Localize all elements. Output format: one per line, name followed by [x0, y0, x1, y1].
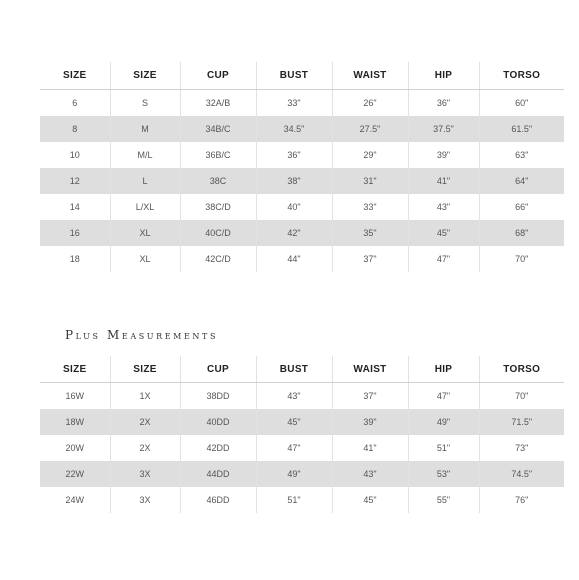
table-cell: 44DD	[180, 461, 256, 487]
table-cell: M	[110, 116, 180, 142]
table-cell: 22W	[40, 461, 110, 487]
table-cell: 34B/C	[180, 116, 256, 142]
table-cell: 6	[72, 98, 78, 108]
table-cell: 63"	[479, 142, 564, 168]
table-cell: 40"	[256, 194, 332, 220]
table-cell: 45"	[408, 220, 479, 246]
table-cell: 33"	[256, 90, 332, 117]
header-size-letter: SIZE	[110, 62, 180, 90]
table-cell: 49"	[256, 461, 332, 487]
table-cell: 35"	[332, 220, 408, 246]
table-row	[40, 168, 564, 194]
table-cell: 70"	[479, 383, 564, 410]
table-cell: 51"	[408, 435, 479, 461]
table-cell: 70"	[479, 246, 564, 272]
table-cell: 49"	[408, 409, 479, 435]
table-cell: XL	[110, 246, 180, 272]
table-cell: 46DD	[180, 487, 256, 513]
table-row	[40, 194, 564, 220]
table-cell: L	[110, 168, 180, 194]
table-cell: 16	[40, 220, 110, 246]
table-cell: 37.5"	[408, 116, 479, 142]
table-cell: 47"	[408, 383, 479, 410]
table-cell: 47"	[256, 435, 332, 461]
table-cell: 41"	[332, 435, 408, 461]
table-cell: 40C/D	[180, 220, 256, 246]
table-cell: 29"	[332, 142, 408, 168]
table-cell: 73"	[479, 435, 564, 461]
table-cell: 38C	[180, 168, 256, 194]
table-cell: 8	[40, 116, 110, 142]
table-cell: 26"	[332, 90, 408, 117]
table-cell: 33"	[332, 194, 408, 220]
table-cell: 32A/B	[180, 90, 256, 117]
table-cell: 66"	[479, 194, 564, 220]
table-cell: 42DD	[180, 435, 256, 461]
plus-measurements-title: Plus Measurements	[65, 328, 219, 342]
table-row	[40, 487, 564, 513]
table-cell: 47"	[408, 246, 479, 272]
table-cell: L/XL	[110, 194, 180, 220]
table-cell: 2X	[110, 435, 180, 461]
table-cell: 43"	[332, 461, 408, 487]
table-cell: 44"	[256, 246, 332, 272]
table-cell: 45"	[256, 409, 332, 435]
table-cell: 3X	[110, 461, 180, 487]
table-cell: 43"	[408, 194, 479, 220]
table-cell: 27.5"	[332, 116, 408, 142]
table-cell: 43"	[256, 383, 332, 410]
table-cell: 16W	[65, 391, 84, 401]
table-cell: 60"	[479, 90, 564, 117]
table-cell: 12	[40, 168, 110, 194]
table-cell: 10	[69, 150, 80, 160]
header-waist: WAIST	[332, 356, 408, 383]
plus-size-chart-table	[40, 356, 564, 513]
header-bust: BUST	[256, 356, 332, 383]
table-row	[40, 90, 564, 117]
table-cell: 71.5"	[479, 409, 564, 435]
header-size-numeric: SIZE	[40, 356, 110, 383]
table-cell: 34.5"	[256, 116, 332, 142]
table-cell: 36"	[408, 90, 479, 117]
table-cell: 31"	[332, 168, 408, 194]
table-cell: 40DD	[180, 409, 256, 435]
table-cell: 39"	[408, 142, 479, 168]
table-cell: 37"	[332, 383, 408, 410]
header-waist: WAIST	[332, 62, 408, 90]
table-cell: 37"	[332, 246, 408, 272]
header-size-numeric: SIZE	[40, 62, 110, 90]
table-cell: 51"	[256, 487, 332, 513]
header-hip: HIP	[408, 62, 479, 90]
table-cell: M/L	[110, 142, 180, 168]
table-cell: S	[110, 90, 180, 117]
table-cell: 24W	[65, 495, 84, 505]
table-cell: 36"	[256, 142, 332, 168]
table-cell: 74.5"	[479, 461, 564, 487]
header-bust: BUST	[256, 62, 332, 90]
table-cell: 41"	[408, 168, 479, 194]
table-row	[40, 409, 564, 435]
header-cup: CUP	[180, 356, 256, 383]
table-cell: 55"	[408, 487, 479, 513]
table-cell: 36B/C	[180, 142, 256, 168]
table-cell: 38"	[256, 168, 332, 194]
table-cell: 3X	[110, 487, 180, 513]
table-cell: 38C/D	[180, 194, 256, 220]
table-cell: 18W	[40, 409, 110, 435]
table-cell: 42"	[256, 220, 332, 246]
table-row	[40, 383, 564, 410]
header-hip: HIP	[408, 356, 479, 383]
size-chart-table	[40, 62, 564, 272]
table-cell: 45"	[332, 487, 408, 513]
table-cell: 68"	[479, 220, 564, 246]
table-cell: 1X	[110, 383, 180, 410]
table-cell: 39"	[332, 409, 408, 435]
table-row	[40, 220, 564, 246]
table-cell: 76"	[479, 487, 564, 513]
table-row	[40, 435, 564, 461]
table-cell: 53"	[408, 461, 479, 487]
table-cell: 38DD	[180, 383, 256, 410]
header-cup: CUP	[180, 62, 256, 90]
table-cell: 2X	[110, 409, 180, 435]
table-cell: 61.5"	[479, 116, 564, 142]
table-row	[40, 142, 564, 168]
table-row	[40, 461, 564, 487]
table-cell: 14	[69, 202, 80, 212]
table-header-row	[40, 356, 564, 383]
header-torso: TORSO	[479, 356, 564, 383]
table-cell: XL	[110, 220, 180, 246]
header-size-letter: SIZE	[110, 356, 180, 383]
table-row	[40, 116, 564, 142]
table-cell: 42C/D	[180, 246, 256, 272]
table-cell: 20W	[65, 443, 84, 453]
table-row	[40, 246, 564, 272]
table-cell: 64"	[479, 168, 564, 194]
table-header-row	[40, 62, 564, 90]
header-torso: TORSO	[479, 62, 564, 90]
table-cell: 18	[69, 254, 80, 264]
